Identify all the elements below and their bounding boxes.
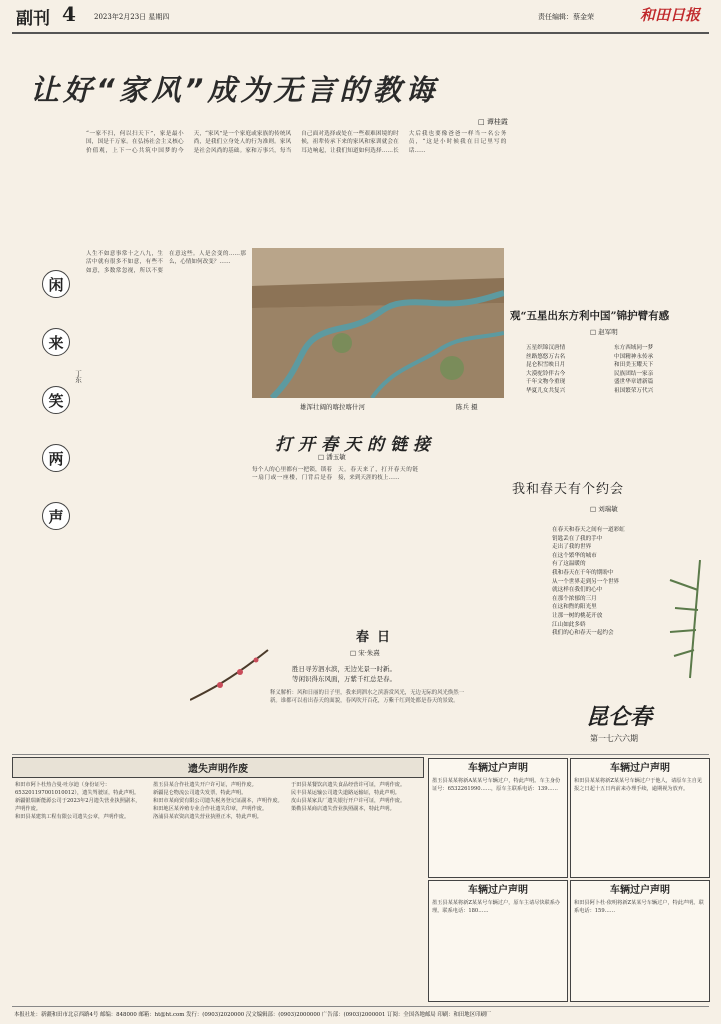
lost-notice-title: 遗失声明作废 [12,757,424,778]
river-photo-image [252,248,504,398]
lost-notice-item: 和田地区某养殖专业合作社遗失印章，声明作废。 [153,806,268,812]
vehicle-notice-body: 和田县阿卜杜·依明将新Z某某号车辆过户，特此声明。联系电话：159…… [574,900,704,914]
vehicle-notice-body: 墨玉县某某将新A某某号车辆过户，特此声明。车主身份证号：6532261990……，原车主联系电话：139…… [432,778,561,792]
poem1-line: 昆仑积雪映日月 [526,362,566,369]
vehicle-notice-title: 车辆过户声明 [610,763,670,774]
lost-notice-list [12,778,424,1009]
page-number: 4 [62,2,76,26]
poem2-line: 钥匙丢在了我的手中 [552,535,603,542]
lost-notice-item: 于田县某餐饮店遗失食品经营许可证，声明作废。 [291,782,406,788]
lost-notice-item: 策勒县某商店遗失营业执照副本，特此声明。 [291,806,395,812]
vehicle-notice-body: 墨玉县某某将新Z某某号车辆过户，原车主请尽快联系办理。联系电话：180…… [432,900,561,914]
footer-info: 本报社址：新疆和田市北京西路4号 邮编：848000 邮箱：ht@ht.com 发行：(0903)2020000 汉文编辑部：(0903)2000000 广告部：(0903)2000001 订阅：全国各地邮局 印刷：和田地区印刷厂 [14,1012,492,1018]
poem2-line: 让那一树的桃花开放 [552,612,603,619]
side-author: 丁东 [74,370,82,383]
poem1-author: 赵军明 [598,328,618,336]
poem1-line: 华夏儿女共复兴 [526,387,566,394]
poem2-line: 就这样在我们的心中 [552,587,603,594]
article2-byline: □ 潘玉敏 [318,453,346,461]
poem2-byline: □ 刘瑞敏 [590,505,618,513]
poem2-line: 在这和煦的阳光里 [552,604,597,611]
lost-notice-item: 和田市阿卜杜热合曼·吐尔迪（身份证号：653201197001010012），遗失驾驶证，特此声明。 [15,782,140,796]
plum-branch-decoration [190,640,270,710]
photo-caption: 雄浑壮阔的喀拉喀什河 [300,403,365,411]
article1-author: 谭桂霞 [486,118,508,126]
vehicle-notice-title: 车辆过户声明 [468,763,528,774]
editor-credit: 责任编辑：蔡金荣 [538,13,594,21]
poem2-line: 在这个繁华的城市 [552,552,597,559]
vehicle-notice-1 [428,758,568,878]
side-char-1: 闲 [42,270,70,298]
poem3-byline: □ 宋·朱熹 [350,649,380,657]
article2-author: 潘玉敏 [326,453,346,461]
footer-rule [12,1006,709,1007]
article1-title: 让好“家风”成为无言的教诲 [30,73,439,107]
poem3-body [292,664,472,684]
poem1-line: 大漠驼铃伴古今 [526,370,566,377]
poem1-title: 观“五星出东方利中国”锦护臂有感 [510,310,670,322]
poem2-line: 在春天和春天之间有一道彩虹 [552,527,625,533]
poem2-line: 有了这温暖的 [552,561,586,568]
article2-body: 每个人的心里都有一把锁，锁着一扇门或一座楼，门背后是春天。春天来了，打开春天的链接，来到天涯的枝上…… [252,467,418,482]
poem2-line: 我们的心和春天一起约会 [552,630,614,637]
poem1-line: 民族团结一家亲 [614,370,654,377]
vehicle-notice-4 [570,880,710,1002]
poem1-line: 祖国繁荣万代兴 [614,387,654,394]
notice-rule [12,754,709,755]
side-body: 人生不如意事常十之八九，生活中就有很多不如意，有些不如意，多数常忽视，所以不要在意这些。人是会变的……那么，心情如何改变？…… [86,251,246,274]
side-char-column [42,270,74,530]
side-char-5: 声 [42,502,70,530]
lost-notice-item: 洛浦县某农资店遗失营业执照正本，特此声明。 [153,814,262,820]
side-char-2: 来 [42,328,70,356]
poem2-line: 江山如此多娇 [552,621,586,628]
lost-notice-item: 墨玉县某合作社遗失开户许可证，声明作废。 [153,782,257,788]
poem1-line: 五星织锦汉唐情 [526,345,566,351]
article2-title: 打开春天的链接 [275,435,436,455]
poem3-line: 等闲识得东风面，万紫千红总是春。 [292,675,396,683]
poem1-right-col [614,344,690,396]
poem3-note: 释义解析：风和日丽的日子里，我来到泗水之滨游赏风光，无边无际的风光焕然一新。谁都可以看出春天的面貌，春风吹开百花，万紫千红到处都是春天的景致。 [270,690,465,704]
photo-credit: 陈兵 摄 [456,403,478,411]
poem2-line: 在那个浓郁的三月 [552,595,597,602]
vehicle-notice-title: 车辆过户声明 [610,885,670,896]
poem1-left-col [526,344,602,396]
poem2-title: 我和春天有个约会 [512,482,625,497]
issue-date: 2023年2月23日 星期四 [94,13,170,21]
vehicle-notice-2 [570,758,710,878]
poem1-line: 丝路悠悠万古名 [526,353,566,360]
kunlun-issue: 第一七六六期 [590,734,638,743]
lost-notice-item: 新疆银瑞新能源公司于2023年2月遗失营业执照副本，声明作废。 [15,798,141,812]
article1-byline: □ 谭桂霞 [478,118,508,126]
header-rule [12,32,709,34]
lost-notice-item: 民丰县某运输公司遗失道路运输证，特此声明。 [291,790,400,796]
poem2-line: 走出了我的世界 [552,544,592,551]
bamboo-decoration [590,560,710,680]
poem1-line: 千年文物今重现 [526,379,566,386]
poem2-line: 从一个世界走到另一个世界 [552,578,620,585]
vehicle-notice-body: 和田县某某将新Z某某号车辆过户于他人，请原车主自见报之日起十五日内前来办理手续，逾期视为放弃。 [574,778,703,792]
lost-notice-section [12,757,424,1002]
river-photo [252,248,504,398]
poem1-line: 和田美玉耀天下 [614,362,654,369]
poem1-byline: □ 赵军明 [590,328,618,336]
poem1-line: 东方西域同一梦 [614,345,654,351]
poem1-line: 中国精神永传承 [614,353,654,360]
side-char-3: 笑 [42,386,70,414]
page-header [0,0,721,34]
side-char-4: 两 [42,444,70,472]
lost-notice-item: 和田市某商贸有限公司遗失税务登记证副本，声明作废。 [153,798,283,804]
lost-notice-item: 和田县某建筑工程有限公司遗失公章，声明作废。 [15,814,130,820]
vehicle-notice-title: 车辆过户声明 [468,885,528,896]
lost-notice-item: 新疆昆仑物流公司遗失发票，特此声明。 [153,790,247,796]
paper-logo: 和田日报 [640,6,701,24]
poem2-line: 我和春天在千年的期盼中 [552,569,614,576]
article1-body: “一家不扫，何以扫天下”，家是最小国，国是千万家。在弘扬社会主义核心价值观，上下一心共筑中国梦的今天，“家风”是一个家庭或家族的传统风尚，是我们立身处人的行为准则。家风是社会风尚的基础。家和万事兴，每当自己面对选择或处在一些艰难困境的时候，祖辈传承下来的家风和家训就会在耳边响起，让我们知道如何选择……长大后我也要像爸爸一样当一名公务员，“这是小时候我在日记里写的话…… [86,131,507,154]
lost-notice-item: 皮山县某家具厂遗失银行开户许可证，声明作废。 [291,798,406,804]
kunlun-title: 昆仑春 [586,704,653,730]
section-name: 副刊 [16,9,50,29]
poem3-title: 春日 [356,630,399,645]
poem3-line: 胜日寻芳泗水滨，无边光景一时新。 [292,665,396,673]
poem2-author: 刘瑞敏 [598,505,618,513]
poem3-author: 宋·朱熹 [358,649,380,657]
vehicle-notice-3 [428,880,568,1002]
poem1-line: 盛世华章谱新篇 [614,379,654,386]
